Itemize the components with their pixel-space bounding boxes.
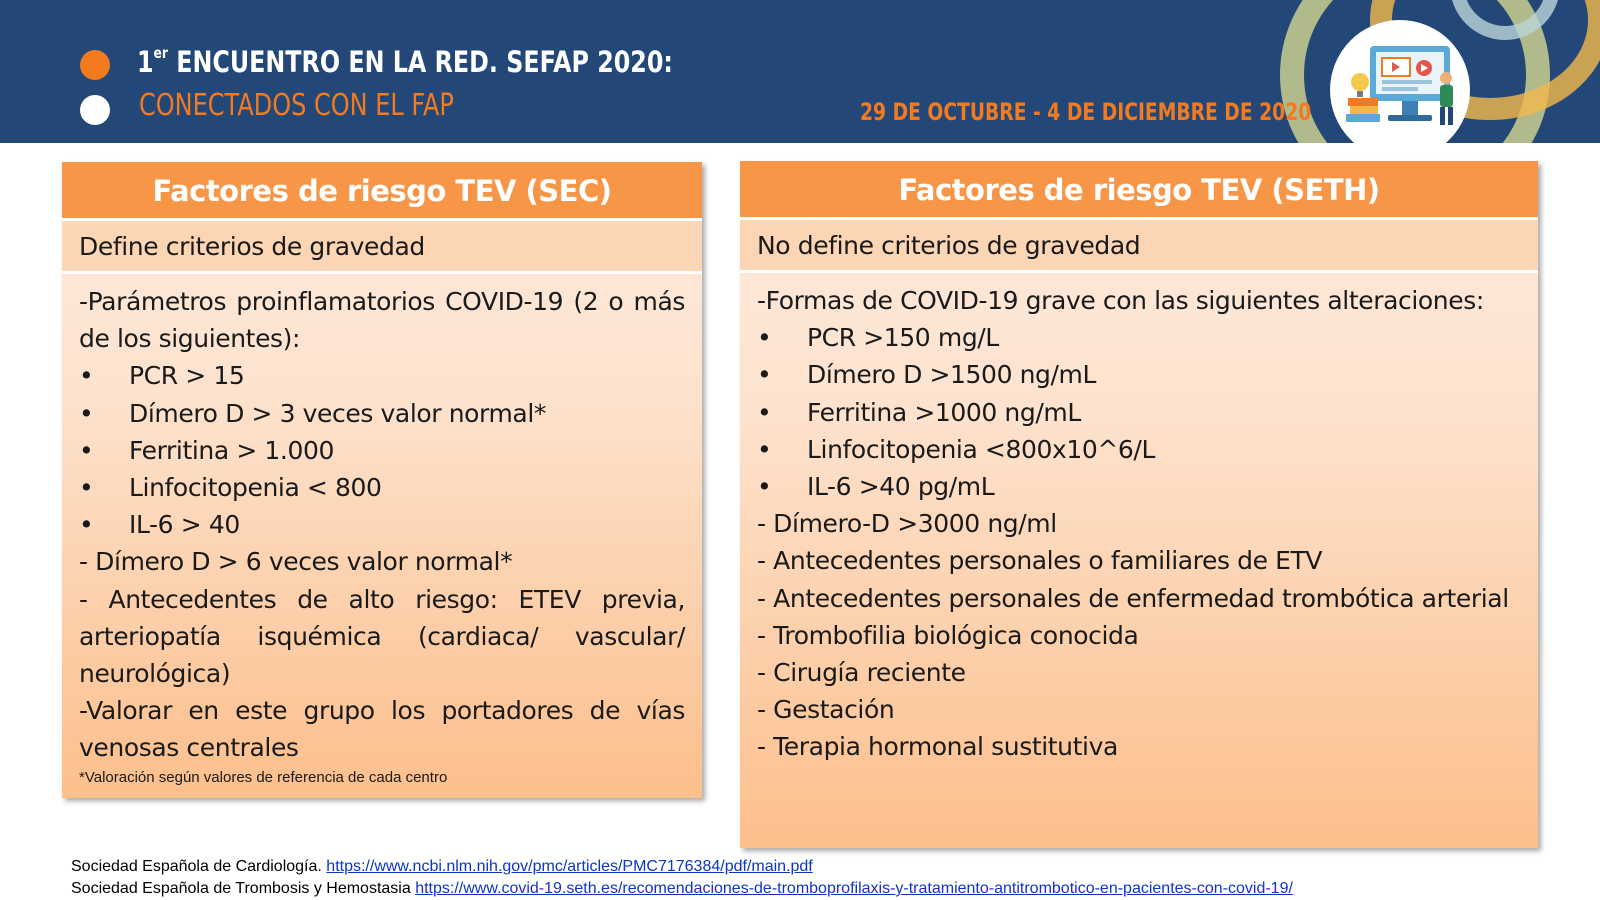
- seth-terapia: - Terapia hormonal sustitutiva: [757, 732, 1118, 762]
- references: [71, 856, 1293, 900]
- seth-intro: -Formas de COVID-19 grave con las siguientes alteraciones:: [757, 286, 1484, 315]
- event-title: 1er ENCUENTRO EN LA RED. SEFAP 2020:: [137, 44, 673, 79]
- list-item: • PCR >150 mg/L: [757, 323, 999, 353]
- sec-intro: -Parámetros proinflamatorios COVID-19 (2 o más de los siguientes):: [79, 287, 685, 354]
- seth-cirugia: - Cirugía reciente: [757, 658, 966, 688]
- orange-dot-icon: [80, 50, 110, 80]
- list-item: • Ferritina >1000 ng/mL: [757, 397, 1081, 427]
- event-subtitle: CONECTADOS CON EL FAP: [139, 88, 454, 123]
- sec-dimero: - Dímero D > 6 veces valor normal*: [79, 547, 513, 577]
- sec-footnote: *Valoración según valores de referencia de cada centro: [79, 768, 448, 786]
- seth-trombofilia: - Trombofilia biológica conocida: [757, 620, 1139, 650]
- sec-antecedentes: - Antecedentes de alto riesgo: ETEV previa, arteriopatía isquémica (cardiaca/ vascular/ neurológica): [79, 584, 685, 689]
- seth-box-body: [740, 273, 1538, 766]
- computer-illustration-icon: [1340, 38, 1470, 138]
- list-item: • Ferritina > 1.000: [79, 435, 334, 465]
- list-item: • Linfocitopenia < 800: [79, 473, 382, 503]
- header-banner: [0, 0, 1600, 143]
- seth-antecedentes-trombotica: - Antecedentes personales de enfermedad trombótica arterial: [757, 583, 1509, 613]
- list-item: • IL-6 > 40: [79, 510, 240, 540]
- list-item: • PCR > 15: [79, 361, 245, 391]
- list-item: • IL-6 >40 pg/mL: [757, 472, 995, 502]
- list-item: • Dímero D > 3 veces valor normal*: [79, 398, 546, 428]
- seth-box-subtitle: No define criterios de gravedad: [740, 220, 1538, 273]
- list-item: • Linfocitopenia <800x10^6/L: [757, 434, 1155, 464]
- sec-reference-link[interactable]: https://www.ncbi.nlm.nih.gov/pmc/articles/PMC7176384/pdf/main.pdf: [326, 858, 813, 875]
- seth-antecedentes-etv: - Antecedentes personales o familiares de ETV: [757, 546, 1323, 576]
- seth-dimero: - Dímero-D >3000 ng/ml: [757, 509, 1057, 539]
- reference-sec: Sociedad Española de Cardiología. https://www.ncbi.nlm.nih.gov/pmc/articles/PMC7176384/pdf/main.pdf: [71, 858, 813, 875]
- sec-valorar: -Valorar en este grupo los portadores de vías venosas centrales: [79, 696, 685, 763]
- sec-box-body: [62, 274, 702, 788]
- sec-box-subtitle: Define criterios de gravedad: [62, 221, 702, 274]
- seth-gestacion: - Gestación: [757, 695, 895, 725]
- seth-reference-link[interactable]: https://www.covid-19.seth.es/recomendaciones-de-tromboprofilaxis-y-tratamiento-antitrombotico-en-pacientes-con-covid-19/: [415, 880, 1293, 897]
- reference-seth: Sociedad Española de Trombosis y Hemostasia https://www.covid-19.seth.es/recomendaciones-de-tromboprofilaxis-y-tratamiento-antitrombotico-en-pacientes-con-covid-19/: [71, 880, 1293, 897]
- list-item: • Dímero D >1500 ng/mL: [757, 360, 1097, 390]
- white-dot-icon: [80, 95, 110, 125]
- event-date: 29 DE OCTUBRE - 4 DE DICIEMBRE DE 2020: [860, 98, 1312, 126]
- sec-box-title: Factores de riesgo TEV (SEC): [62, 162, 702, 221]
- seth-risk-factors-box: [740, 161, 1538, 848]
- sec-risk-factors-box: [62, 162, 702, 798]
- seth-box-title: Factores de riesgo TEV (SETH): [740, 161, 1538, 220]
